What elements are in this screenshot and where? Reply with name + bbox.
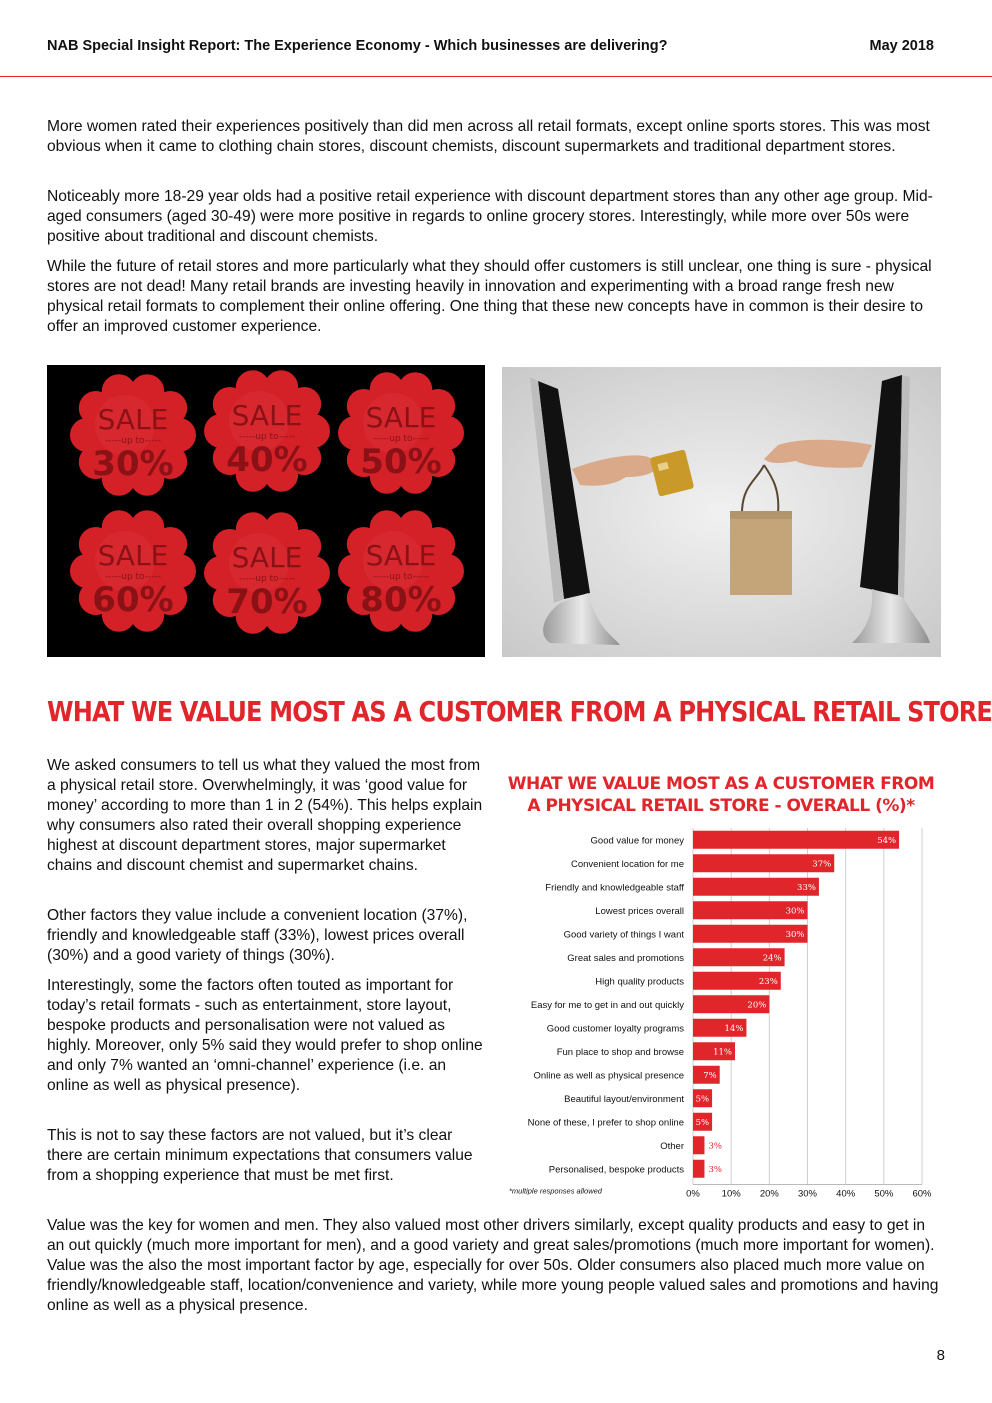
sale-badges-image: [47, 365, 485, 657]
x-tick-label: 40%: [836, 1188, 856, 1200]
sale-badge: [70, 510, 196, 631]
x-tick-label: 0%: [686, 1188, 700, 1200]
category-label: Other: [660, 1140, 684, 1152]
chart-title: WHAT WE VALUE MOST AS A CUSTOMER FROM A PHYSICAL RETAIL STORE - OVERALL (%)*: [507, 774, 935, 816]
category-label: Convenient location for me: [570, 858, 684, 870]
value-label: 20%: [747, 1000, 767, 1011]
sale-percent: 30%: [92, 444, 174, 484]
category-label: Great sales and promotions: [567, 952, 684, 964]
sale-badge: [338, 372, 464, 493]
intro-paragraph-3: While the future of retail stores and more particularly what they should offer customers is still unclear, one thing is sure - physical stores are not dead! Many retail brands are investing heavily in innovation and experimenting with a broad range fresh new physical retail formats to complement their online offering. One thing that these new concepts have in common is their desire to offer an improved customer experience.: [47, 258, 932, 335]
value-label: 3%: [708, 1141, 722, 1152]
category-label: None of these, I prefer to shop online: [527, 1117, 684, 1129]
online-shopping-image: [502, 367, 941, 657]
bar: [693, 1160, 704, 1178]
chart-footnote: *multiple responses allowed: [509, 1186, 602, 1196]
value-label: 3%: [708, 1164, 722, 1175]
sale-percent: 40%: [226, 440, 308, 480]
value-label: 11%: [713, 1047, 732, 1058]
sale-badge: [204, 512, 330, 633]
value-label: 5%: [695, 1117, 710, 1128]
sale-upto: -----up to-----: [373, 434, 429, 444]
category-label: Online as well as physical presence: [533, 1070, 684, 1082]
category-label: Fun place to shop and browse: [556, 1046, 684, 1058]
sale-upto: -----up to-----: [373, 572, 429, 582]
category-label: Good customer loyalty programs: [546, 1023, 684, 1035]
intro-paragraph-1: More women rated their experiences positively than did men across all retail formats, except online sports stores. This was most obvious when it came to clothing chain stores, discount chemists, discount supermarkets and traditional department stores.: [47, 118, 930, 155]
sale-percent: 70%: [226, 582, 308, 622]
sale-word: SALE: [231, 541, 303, 574]
value-label: 33%: [797, 882, 816, 893]
online-shopping-svg: [502, 367, 941, 657]
value-label: 5%: [695, 1094, 710, 1105]
shopping-bag: [730, 511, 792, 595]
category-label: Friendly and knowledgeable staff: [545, 882, 684, 894]
value-label: 23%: [758, 976, 778, 987]
sale-percent: 60%: [92, 580, 174, 620]
value-label: 24%: [762, 953, 782, 964]
sale-word: SALE: [365, 401, 437, 434]
category-label: Lowest prices overall: [595, 905, 684, 917]
bar-chart-svg: [500, 825, 940, 1205]
x-tick-label: 20%: [759, 1188, 779, 1200]
value-label: 7%: [703, 1070, 717, 1081]
x-tick-label: 10%: [721, 1188, 741, 1200]
sale-upto: -----up to-----: [239, 432, 295, 442]
sale-badge: [70, 374, 196, 495]
bar: [693, 1136, 704, 1154]
page-number: 8: [936, 1347, 945, 1364]
sale-badge: [204, 370, 330, 491]
sale-percent: 50%: [360, 442, 442, 482]
x-tick-label: 30%: [797, 1188, 818, 1200]
value-label: 30%: [785, 929, 805, 940]
sale-badges-svg: [47, 365, 485, 657]
page-header: [0, 0, 992, 77]
sale-word: SALE: [365, 539, 437, 572]
left-column-paragraph-4: This is not to say these factors are not valued, but it’s clear there are certain minimum expectations that consumers value from a shopping experience that must be met first.: [47, 1127, 473, 1184]
value-label: 30%: [785, 906, 805, 917]
sale-badge: [338, 510, 464, 631]
value-label: 37%: [812, 859, 832, 870]
category-label: High quality products: [595, 976, 684, 988]
report-date: May 2018: [869, 38, 934, 54]
closing-paragraph: Value was the key for women and men. They also valued most other drivers similarly, except quality products and easy to get in an out quickly (much more important for men), and a good variety and great sales/promotions (much more important for women). Value was the also the most important factor by age, especially for over 50s. Older consumers also placed much more value on friendly/knowledgeable staff, location/convenience and variety, while more young people valued sales and promotions and having online as well as a physical presence.: [47, 1217, 939, 1314]
category-label: Personalised, bespoke products: [548, 1164, 684, 1176]
left-column-paragraph-2: Other factors they value include a convenient location (37%), friendly and knowledgeable staff (33%), lowest prices overall (30%) and a good variety of things (30%).: [47, 907, 468, 964]
left-column-paragraph-1: We asked consumers to tell us what they valued the most from a physical retail store. Overwhelmingly, it was ‘good value for money’ according to more than 1 in 2 (54%). This helps explain why consumers also rated their overall shopping experience highest at discount department stores, major supermarket chains and discount chemist and supermarket chains.: [47, 757, 483, 874]
category-label: Beautiful layout/environment: [564, 1093, 684, 1105]
value-label: 14%: [724, 1023, 744, 1034]
bar: [693, 831, 899, 849]
category-label: Good variety of things I want: [563, 929, 684, 941]
x-tick-label: 50%: [874, 1188, 894, 1200]
sale-word: SALE: [97, 539, 169, 572]
sale-upto: -----up to-----: [105, 436, 161, 446]
section-title: WHAT WE VALUE MOST AS A CUSTOMER FROM A PHYSICAL RETAIL STORE: [47, 695, 992, 728]
left-column-paragraph-3: Interestingly, some the factors often touted as important for today’s retail formats - such as entertainment, store layout, bespoke products and personalisation were not valued as highly. Moreover, only 5% said they would prefer to shop online and only 7% wanted an ‘omni-channel’ experience (i.e. an online as well as physical presence).: [47, 977, 483, 1094]
sale-word: SALE: [97, 403, 169, 436]
sale-percent: 80%: [360, 580, 442, 620]
values-bar-chart: [500, 825, 940, 1205]
sale-upto: -----up to-----: [105, 572, 161, 582]
category-label: Easy for me to get in and out quickly: [530, 999, 684, 1011]
x-tick-label: 60%: [912, 1188, 932, 1200]
value-label: 54%: [877, 835, 897, 846]
intro-paragraph-2: Noticeably more 18-29 year olds had a positive retail experience with discount department stores than any other age group. Mid-aged consumers (aged 30-49) were more positive in regards to online grocery stores. Interestingly, while more over 50s were positive about traditional and discount chemists.: [47, 188, 933, 245]
sale-upto: -----up to-----: [239, 574, 295, 584]
report-title: NAB Special Insight Report: The Experience Economy - Which businesses are delivering?: [47, 38, 668, 54]
sale-word: SALE: [231, 399, 303, 432]
category-label: Good value for money: [590, 835, 684, 847]
